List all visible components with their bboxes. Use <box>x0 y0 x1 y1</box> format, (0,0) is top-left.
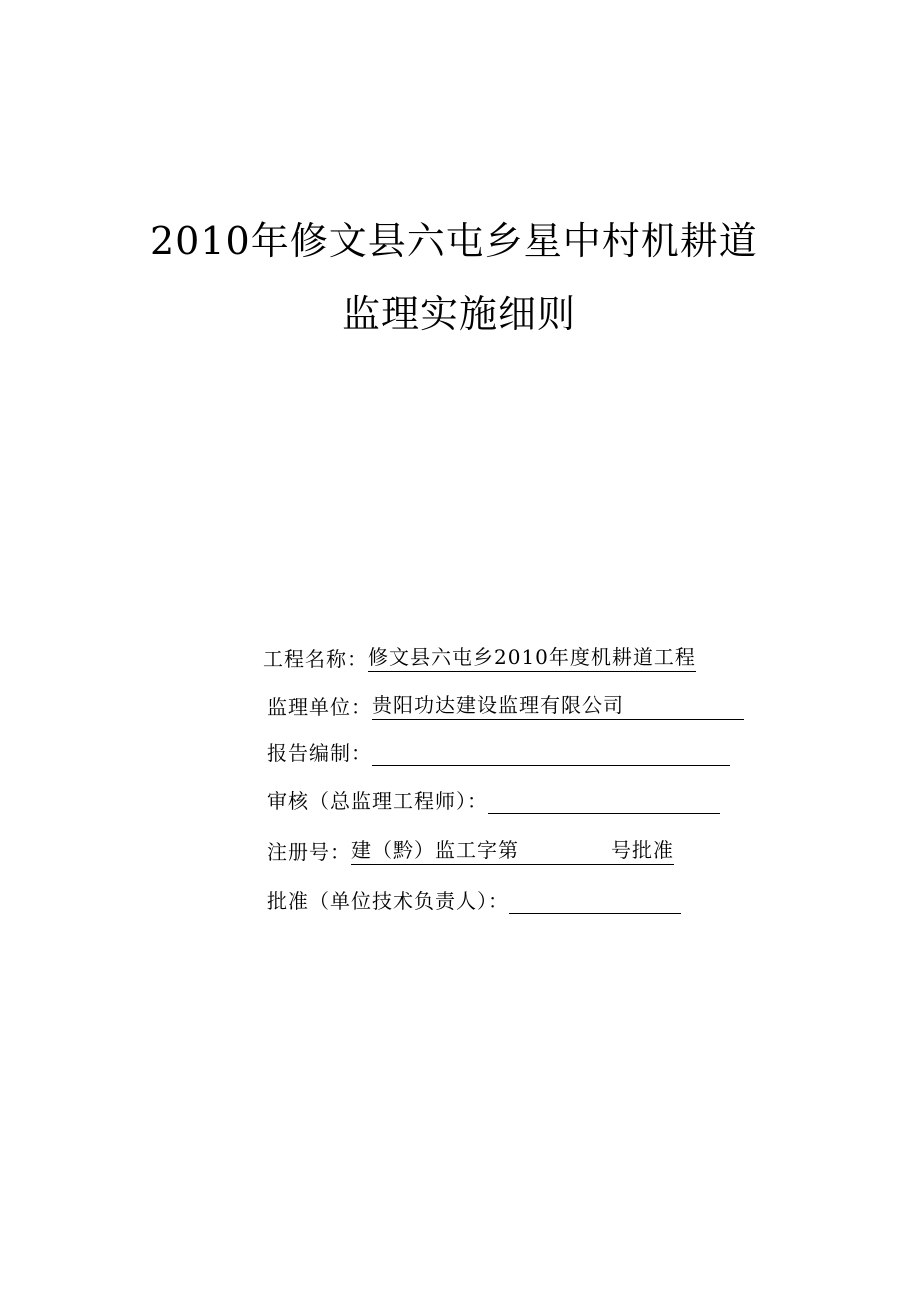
project-name-label: 工程名称： <box>263 647 368 671</box>
supervision-unit-row <box>267 692 744 720</box>
registration-label: 注册号： <box>267 840 351 864</box>
report-prepared-row <box>267 740 730 766</box>
document-title-line-2: 监理实施细则 <box>342 292 577 336</box>
report-prepared-label: 报告编制： <box>267 741 372 765</box>
approver-label: 批准（单位技术负责人）： <box>267 889 509 913</box>
approver-row <box>267 888 681 914</box>
project-name-row <box>263 644 696 672</box>
supervision-unit-label: 监理单位： <box>267 695 372 719</box>
registration-suffix: 号批准 <box>611 838 674 862</box>
approver-blank <box>509 889 681 914</box>
registration-value <box>351 837 674 865</box>
reviewer-label: 审核（总监理工程师）： <box>267 789 488 813</box>
registration-prefix: 建（黔）监工字第 <box>351 838 519 862</box>
document-title-line-1: 2010年修文县六屯乡星中村机耕道 <box>150 219 758 263</box>
reviewer-row <box>267 788 720 814</box>
supervision-unit-value: 贵阳功达建设监理有限公司 <box>372 692 744 720</box>
registration-row <box>267 837 674 865</box>
project-name-value: 修文县六屯乡2010年度机耕道工程 <box>368 644 696 672</box>
reviewer-blank <box>488 789 720 814</box>
report-prepared-blank <box>372 741 730 766</box>
